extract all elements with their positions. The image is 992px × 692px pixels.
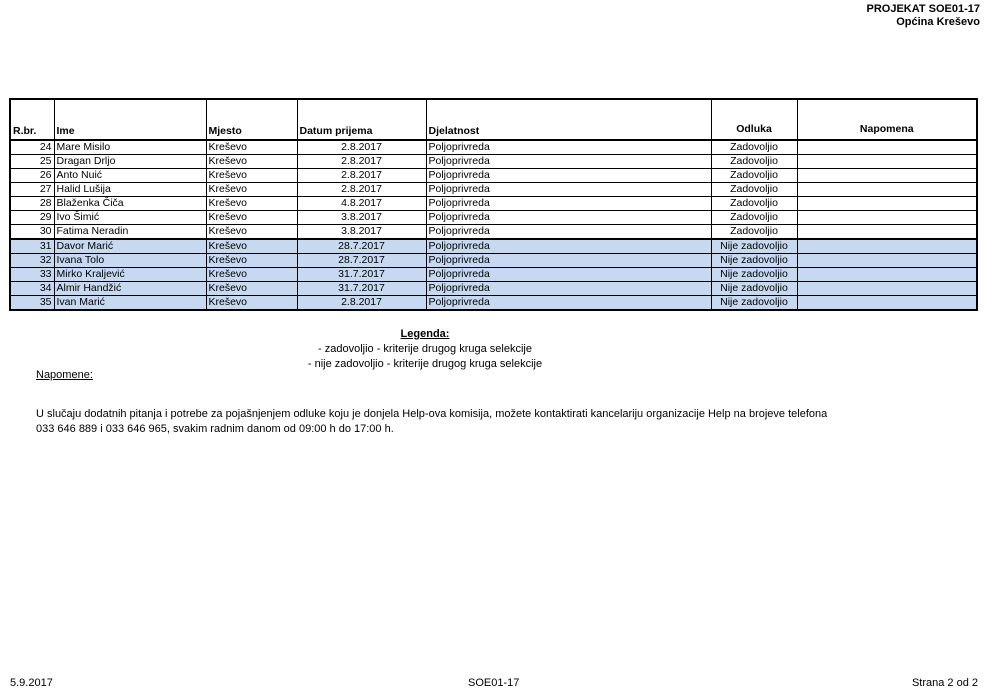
contact-note-line-1: U slučaju dodatnih pitanja i potrebe za pojašnjenjem odluke koju je donjela Help-ova komisija, možete kontaktirati kancelariju organizacije Help na brojeve telefona	[36, 408, 828, 420]
cell-mjesto: Kreševo	[206, 268, 297, 282]
cell-djelatnost: Poljoprivreda	[426, 169, 711, 183]
cell-ime: Dragan Drljo	[54, 155, 206, 169]
cell-rbr: 24	[10, 140, 54, 155]
legend-line-nije-zadovoljio: - nije zadovoljio - kriterije drugog kruga selekcije	[307, 358, 543, 370]
cell-datum: 28.7.2017	[297, 254, 426, 268]
cell-rbr: 33	[10, 268, 54, 282]
napomene-label: Napomene:	[36, 369, 93, 381]
cell-napomena	[797, 197, 977, 211]
cell-datum: 2.8.2017	[297, 140, 426, 155]
cell-ime: Ivana Tolo	[54, 254, 206, 268]
cell-odluka: Zadovoljio	[711, 225, 797, 240]
cell-odluka: Nije zadovoljio	[711, 282, 797, 296]
col-header-odluka: Odluka	[711, 99, 797, 140]
cell-mjesto: Kreševo	[206, 296, 297, 311]
cell-ime: Almir Handžić	[54, 282, 206, 296]
cell-ime: Halid Lušija	[54, 183, 206, 197]
cell-ime: Ivan Marić	[54, 296, 206, 311]
cell-datum: 31.7.2017	[297, 282, 426, 296]
col-header-datum: Datum prijema	[297, 99, 426, 140]
footer-page-number: Strana 2 od 2	[911, 677, 978, 689]
cell-odluka: Nije zadovoljio	[711, 239, 797, 254]
col-header-mjesto: Mjesto	[206, 99, 297, 140]
cell-ime: Davor Marić	[54, 239, 206, 254]
cell-napomena	[797, 211, 977, 225]
contact-note	[36, 407, 856, 437]
table-row	[10, 183, 977, 197]
cell-ime: Anto Nuić	[54, 169, 206, 183]
cell-djelatnost: Poljoprivreda	[426, 239, 711, 254]
municipality-name: Općina Kreševo	[896, 16, 980, 28]
cell-rbr: 26	[10, 169, 54, 183]
cell-datum: 3.8.2017	[297, 225, 426, 240]
cell-rbr: 32	[10, 254, 54, 268]
cell-mjesto: Kreševo	[206, 155, 297, 169]
cell-datum: 2.8.2017	[297, 296, 426, 311]
cell-odluka: Zadovoljio	[711, 155, 797, 169]
cell-odluka: Zadovoljio	[711, 169, 797, 183]
cell-ime: Blaženka Čiča	[54, 197, 206, 211]
project-title: PROJEKAT SOE01-17	[866, 3, 980, 15]
cell-djelatnost: Poljoprivreda	[426, 211, 711, 225]
cell-djelatnost: Poljoprivreda	[426, 140, 711, 155]
table-row	[10, 197, 977, 211]
cell-rbr: 30	[10, 225, 54, 240]
cell-datum: 28.7.2017	[297, 239, 426, 254]
cell-mjesto: Kreševo	[206, 254, 297, 268]
cell-datum: 4.8.2017	[297, 197, 426, 211]
table-header-row	[10, 99, 977, 140]
table-row	[10, 254, 977, 268]
cell-mjesto: Kreševo	[206, 239, 297, 254]
cell-ime: Fatima Neradin	[54, 225, 206, 240]
cell-napomena	[797, 183, 977, 197]
col-header-ime: Ime	[54, 99, 206, 140]
table-row	[10, 225, 977, 240]
cell-mjesto: Kreševo	[206, 140, 297, 155]
cell-odluka: Zadovoljio	[711, 211, 797, 225]
cell-napomena	[797, 254, 977, 268]
cell-napomena	[797, 282, 977, 296]
legend-title: Legenda:	[400, 328, 450, 340]
cell-mjesto: Kreševo	[206, 225, 297, 240]
cell-napomena	[797, 169, 977, 183]
cell-djelatnost: Poljoprivreda	[426, 197, 711, 211]
cell-napomena	[797, 155, 977, 169]
cell-napomena	[797, 296, 977, 311]
footer-date: 5.9.2017	[10, 677, 53, 689]
cell-odluka: Nije zadovoljio	[711, 268, 797, 282]
cell-datum: 2.8.2017	[297, 155, 426, 169]
legend	[0, 327, 850, 372]
footer-code: SOE01-17	[468, 677, 520, 689]
cell-mjesto: Kreševo	[206, 169, 297, 183]
cell-rbr: 25	[10, 155, 54, 169]
contact-note-line-2: 033 646 889 i 033 646 965, svakim radnim danom od 09:00 h do 17:00 h.	[36, 423, 394, 435]
cell-rbr: 29	[10, 211, 54, 225]
cell-rbr: 28	[10, 197, 54, 211]
table-row	[10, 296, 977, 311]
cell-odluka: Nije zadovoljio	[711, 254, 797, 268]
table-row	[10, 268, 977, 282]
table-row	[10, 239, 977, 254]
col-header-rbr: R.br.	[10, 99, 54, 140]
cell-mjesto: Kreševo	[206, 197, 297, 211]
table-row	[10, 211, 977, 225]
cell-djelatnost: Poljoprivreda	[426, 296, 711, 311]
table-row	[10, 140, 977, 155]
cell-odluka: Nije zadovoljio	[711, 296, 797, 311]
cell-ime: Ivo Šimić	[54, 211, 206, 225]
table-row	[10, 169, 977, 183]
cell-djelatnost: Poljoprivreda	[426, 254, 711, 268]
cell-rbr: 27	[10, 183, 54, 197]
cell-datum: 2.8.2017	[297, 169, 426, 183]
cell-djelatnost: Poljoprivreda	[426, 282, 711, 296]
cell-djelatnost: Poljoprivreda	[426, 155, 711, 169]
table-row	[10, 155, 977, 169]
cell-mjesto: Kreševo	[206, 211, 297, 225]
cell-rbr: 31	[10, 239, 54, 254]
cell-mjesto: Kreševo	[206, 282, 297, 296]
col-header-djelatnost: Djelatnost	[426, 99, 711, 140]
cell-djelatnost: Poljoprivreda	[426, 225, 711, 240]
cell-napomena	[797, 268, 977, 282]
cell-odluka: Zadovoljio	[711, 140, 797, 155]
cell-datum: 2.8.2017	[297, 183, 426, 197]
cell-mjesto: Kreševo	[206, 183, 297, 197]
legend-line-zadovoljio: - zadovoljio - kriterije drugog kruga selekcije	[318, 343, 532, 355]
cell-ime: Mare Misilo	[54, 140, 206, 155]
table-row	[10, 282, 977, 296]
cell-odluka: Zadovoljio	[711, 183, 797, 197]
cell-datum: 3.8.2017	[297, 211, 426, 225]
cell-djelatnost: Poljoprivreda	[426, 183, 711, 197]
cell-rbr: 34	[10, 282, 54, 296]
col-header-napomena: Napomena	[797, 99, 977, 140]
cell-djelatnost: Poljoprivreda	[426, 268, 711, 282]
cell-rbr: 35	[10, 296, 54, 311]
cell-ime: Mirko Kraljević	[54, 268, 206, 282]
cell-napomena	[797, 239, 977, 254]
cell-odluka: Zadovoljio	[711, 197, 797, 211]
results-table	[9, 98, 978, 311]
document-header	[866, 3, 980, 29]
cell-datum: 31.7.2017	[297, 268, 426, 282]
cell-napomena	[797, 225, 977, 240]
cell-napomena	[797, 140, 977, 155]
